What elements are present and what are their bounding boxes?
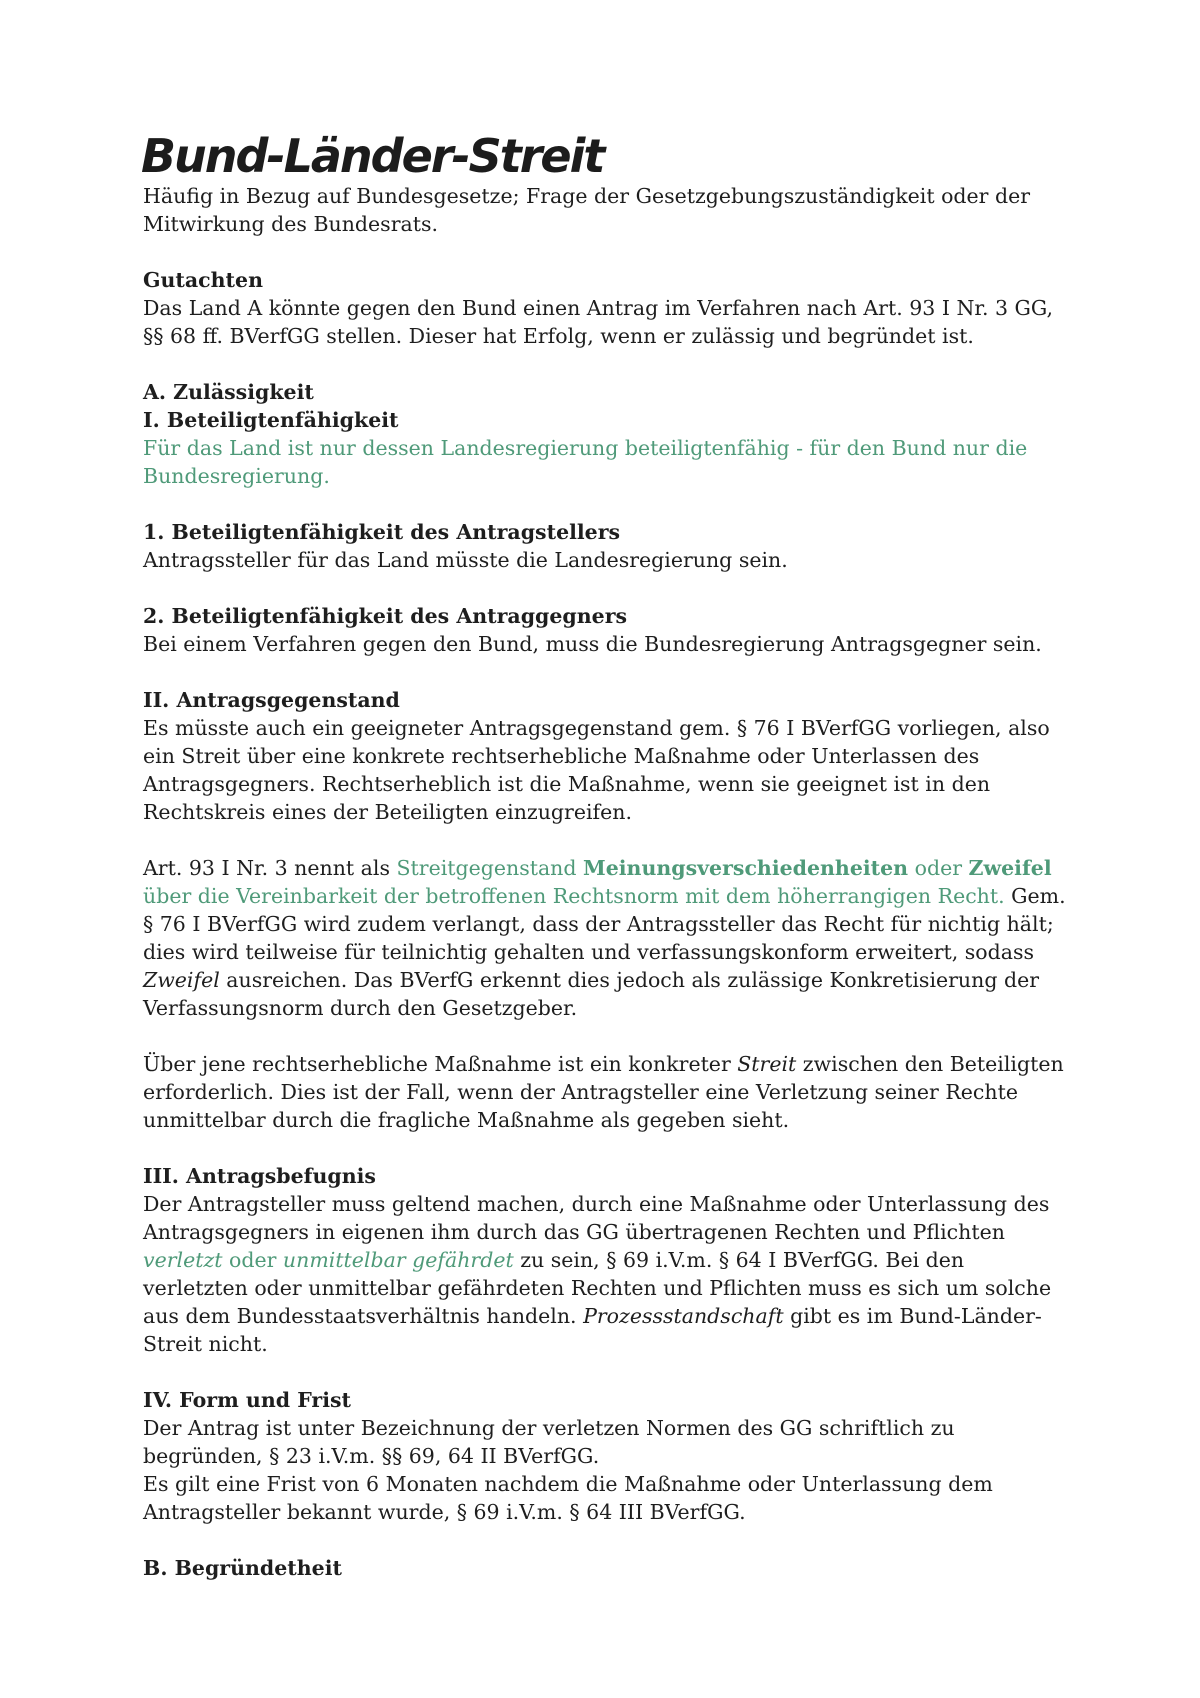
frist-paragraph: Es gilt eine Frist von 6 Monaten nachdem die Maßnahme oder Unterlassung dem Antragsteller bekannt wurde, § 69 i.V.m. § 64 III BVerfGG.: [143, 1472, 993, 1524]
emphasis-zweifel: Zweifel: [143, 968, 220, 992]
section-a-iii-heading: III. Antragsbefugnis: [143, 1164, 376, 1188]
document-title: Bund-Länder-Streit: [141, 129, 604, 183]
section-b-heading: B. Begründetheit: [143, 1556, 342, 1580]
highlight-streitgegenstand: Streitgegenstand: [396, 856, 584, 880]
subsection-1-heading: 1. Beteiligtenfähigkeit des Antragstellers: [143, 520, 621, 544]
highlight-oder: oder: [222, 1248, 283, 1272]
subsection-2-paragraph: Bei einem Verfahren gegen den Bund, muss die Bundesregierung Antragsgegner sein.: [143, 632, 1042, 656]
text-run: Art. 93 I Nr. 3 nennt als: [143, 856, 397, 880]
section-a-i-heading: I. Beteiligtenfähigkeit: [143, 408, 399, 432]
highlight-oder: oder: [908, 856, 969, 880]
subsection-1-paragraph: Antragssteller für das Land müsste die Landesregierung sein.: [143, 548, 788, 572]
section-a-heading: A. Zulässigkeit: [143, 380, 314, 404]
document-page: [143, 130, 1073, 1582]
intro-paragraph: Häufig in Bezug auf Bundesgesetze; Frage der Gesetzgebungszuständigkeit oder der Mitwirkung des Bundesrats.: [143, 184, 1031, 236]
gutachten-paragraph: Das Land A könnte gegen den Bund einen Antrag im Verfahren nach Art. 93 I Nr. 3 GG, §§ 68 ff. BVerfGG stellen. Dieser hat Erfolg, wenn er zulässig und begründet ist.: [143, 296, 1054, 348]
antragsgegenstand-paragraph-1: Es müsste auch ein geeigneter Antragsgegenstand gem. § 76 I BVerfGG vorliegen, also ein Streit über eine konkrete rechtserhebliche Maßnahme oder Unterlassen des Antragsgegners. Rechtserheblich ist die Maßnahme, wenn sie geeignet ist in den Rechtskreis eines der Beteiligten einzugreifen.: [143, 716, 1050, 824]
section-a-iv-heading: IV. Form und Frist: [143, 1388, 351, 1412]
section-a-ii-heading: II. Antragsgegenstand: [143, 688, 400, 712]
beteiligtenfaehigkeit-note: Für das Land ist nur dessen Landesregierung beteiligtenfähig - für den Bund nur die Bundesregierung.: [143, 436, 1028, 488]
text-run: Der Antragsteller muss geltend machen, durch eine Maßnahme oder Unterlassung des Antragsgegners in eigenen ihm durch das GG übertragenen Rechten und Pflichten: [143, 1192, 1050, 1244]
text-run: zwischen den Beteiligten erforderlich. Dies ist der Fall, wenn der Antragsteller eine Verletzung seiner Rechte unmittelbar durch die fragliche Maßnahme als gegeben sieht.: [143, 1052, 1064, 1132]
text-run: Gem. § 76 I BVerfGG wird zudem verlangt, dass der Antragssteller das Recht für nichtig hält; dies wird teilweise für teilnichtig gehalten und verfassungskonform erweitert, sodass: [143, 884, 1066, 964]
highlight-zweifel: Zweifel: [968, 856, 1052, 880]
antragsgegenstand-paragraph-2: [143, 854, 1073, 1022]
antragsbefugnis-paragraph: [143, 1190, 1073, 1358]
text-run: gibt es im Bund-Länder-Streit nicht.: [143, 1304, 1042, 1356]
text-run: ausreichen. Das BVerfG erkennt dies jedoch als zulässige Konkretisierung der Verfassungsnorm durch den Gesetzgeber.: [143, 968, 1040, 1020]
highlight-unmittelbar-gefaehrdet: unmittelbar gefährdet: [282, 1248, 514, 1272]
antragsgegenstand-paragraph-3: [143, 1050, 1073, 1134]
emphasis-streit: Streit: [737, 1052, 797, 1076]
text-run: Über jene rechtserhebliche Maßnahme ist ein konkreter: [143, 1052, 738, 1076]
subsection-2-heading: 2. Beteiligtenfähigkeit des Antraggegners: [143, 604, 628, 628]
highlight-meinungsverschiedenheiten: Meinungsverschiedenheiten: [583, 856, 909, 880]
highlight-vereinbarkeit: über die Vereinbarkeit der betroffenen Rechtsnorm mit dem höherrangigen Recht.: [143, 884, 1005, 908]
gutachten-heading: Gutachten: [143, 268, 263, 292]
highlight-verletzt: verletzt: [143, 1248, 223, 1272]
form-paragraph: Der Antrag ist unter Bezeichnung der verletzen Normen des GG schriftlich zu begründen, § 23 i.V.m. §§ 69, 64 II BVerfGG.: [143, 1416, 955, 1468]
emphasis-prozessstandschaft: Prozessstandschaft: [583, 1304, 784, 1328]
text-run: zu sein, § 69 i.V.m. § 64 I BVerfGG. Bei den verletzten oder unmittelbar gefährdeten Rechten und Pflichten muss es sich um solche aus dem Bundesstaatsverhältnis handeln.: [143, 1248, 1052, 1328]
